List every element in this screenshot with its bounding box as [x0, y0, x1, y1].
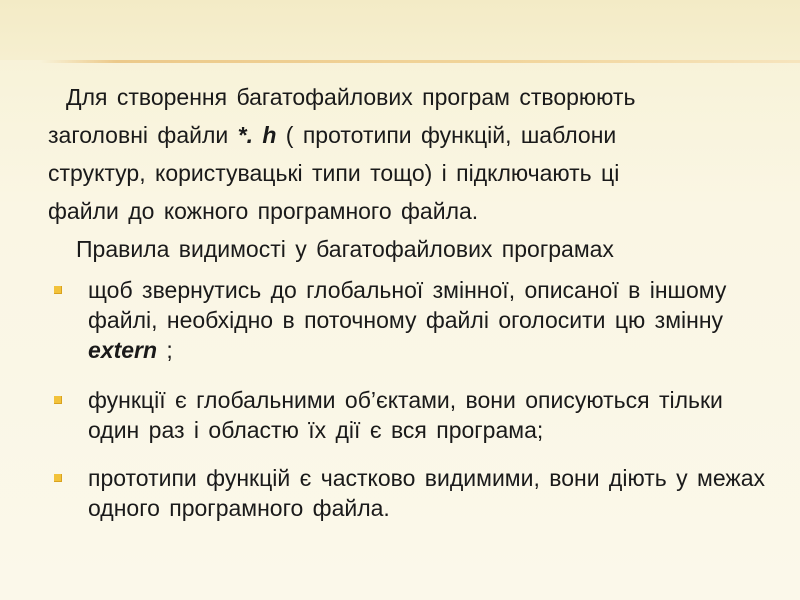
intro-line-2-rest: ( прототипи функцій, шаблони [285, 122, 617, 148]
intro-line-2 [48, 116, 778, 154]
intro-line-2-text: заголовні файли [48, 122, 238, 148]
list-item [48, 463, 778, 523]
intro-line-4: файли до кожного програмного файла. [48, 198, 479, 224]
bullet-1-tail: ; [157, 337, 173, 363]
section-heading: Правила видимості у багатофайлових програмах [76, 236, 614, 262]
accent-rule [40, 60, 800, 63]
bullet-1-text: щоб звернутись до глобальної змінної, описаної в іншому файлі, необхідно в поточному файлі оголосити цю змінну [88, 277, 727, 333]
square-bullet-icon [54, 286, 62, 294]
intro-line-3: структур, користувацькі типи тощо) і підключають ці [48, 160, 620, 186]
bullet-3-text: прототипи функцій є частково видимими, вони діють у межах одного програмного файла. [88, 465, 766, 521]
square-bullet-icon [54, 474, 62, 482]
bullet-2-text: функції є глобальними об’єктами, вони описуються тільки один раз і областю їх дії є вся програма; [88, 387, 723, 443]
extern-keyword: extern [88, 337, 158, 363]
header-file-extension: *. h [237, 122, 277, 148]
list-item [48, 385, 778, 445]
title-band [0, 0, 800, 60]
slide-body [48, 78, 778, 523]
list-item [48, 275, 778, 365]
bullet-list [48, 275, 778, 523]
intro-line-1: Для створення багатофайлових програм створюють [66, 84, 636, 110]
square-bullet-icon [54, 396, 62, 404]
